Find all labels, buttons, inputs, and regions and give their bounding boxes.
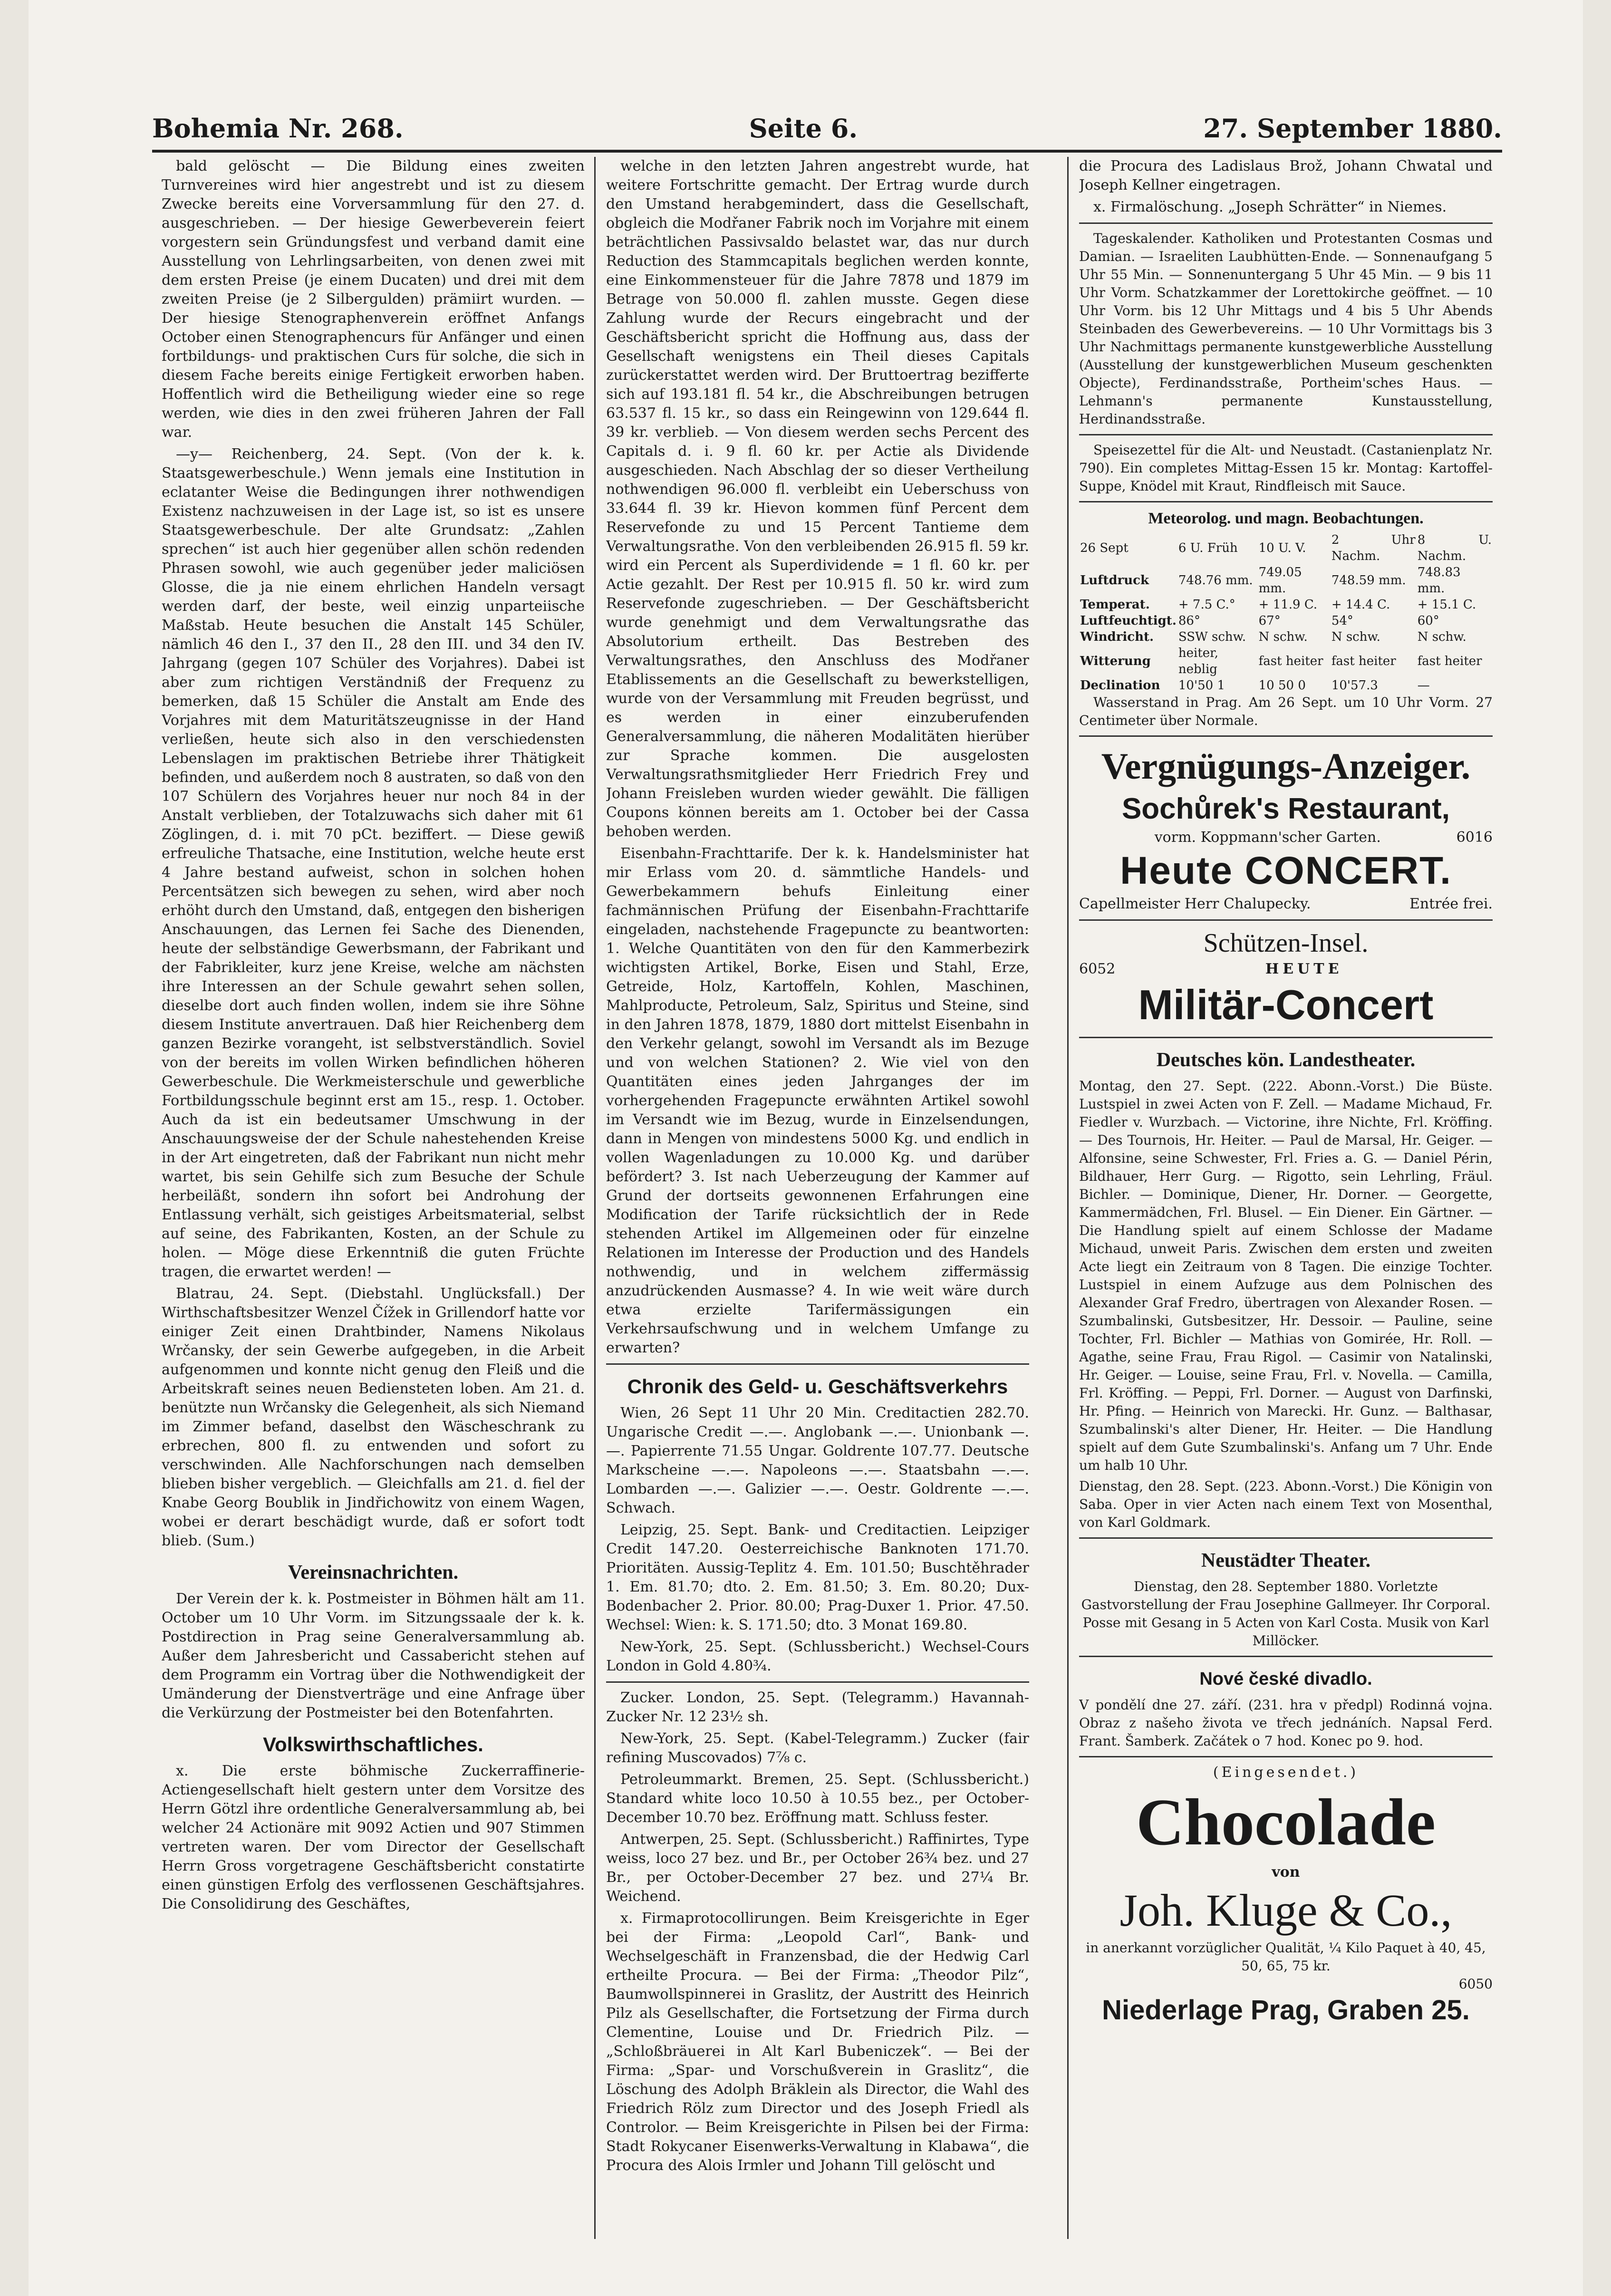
divider [1079, 1756, 1493, 1757]
ad-sochurek-garden: vorm. Koppmann'scher Garten. [1154, 829, 1381, 846]
market-report: Zucker. London, 25. Sept. (Telegramm.) Havannah-Zucker Nr. 12 23½ sh. [606, 1689, 1029, 1725]
ad-militaer-concert: Militär-Concert [1138, 981, 1434, 1028]
table-cell: + 15.1 C. [1417, 598, 1476, 612]
table-cell: 10'57.3 [1331, 678, 1378, 693]
table-cell: Declination [1080, 678, 1160, 693]
theater-title-ceske: Nové české divadlo. [1199, 1669, 1372, 1689]
table-row [1079, 564, 1493, 597]
table-cell: N schw. [1258, 630, 1308, 644]
ad-chocolade: Chocolade [1136, 1785, 1436, 1859]
column-2 [606, 157, 1029, 2239]
ad-sochurek-restaurant: Sochůrek's Restaurant, [1121, 792, 1450, 825]
table-cell: Temperat. [1080, 598, 1150, 612]
article-paragraph: —y— Reichenberg, 24. Sept. (Von der k. k. Staatsgewerbeschule.) Wenn jemals eine Institution in eclatanter Weise die Bedingungen ihrer nothwendigen Existenz nachzuweisen in der Lage ist, so ist es unsere Staatsgewerbeschule. Der alte Grundsatz: „Zahlen sprechen“ ist auch hier gegenüber allen schön redenden Phrasen sowohl, wie auch gegenüber jeder maliciösen Glosse, die ja nie einem ehrlichen Handeln versagt werden darf, der beste, weil einzig unparteiische Maßstab. Heute besuchen die Anstalt 145 Schüler, nämlich 46 den I., 37 den II., 28 den III. und 34 den IV. Jahrgang (gegen 107 Schüler des Vorjahres). Dabei ist aber zum richtigen Verständniß der Frequenz zu bemerken, daß 15 Schüler die Anstalt am Ende des Vorjahres mit dem Maturitätszeugnisse in der Hand verließen, heute sich also in den verschiedensten Lebenslagen im praktischen Betriebe ihrer Thätigkeit befinden, und außerdem noch 8 austraten, so daß von den 107 Schülern des Vorjahres heuer nur noch 84 in der Anstalt verblieben, der Totalzuwachs sich daher mit 61 Zöglingen, d. i. mit 70 pCt. beziffert. — Diese gewiß erfreuliche Thatsache, eine Institution, welche heute erst 4 Jahre bestand aufweist, schon in solchen hohen Percentsätzen sich bewegen zu sehen, wird aber noch erhöht durch den Umstand, daß, entgegen den bisherigen Anschauungen, das Lernen fei Sache des Dienenden, heute der selbständige Gewerbsmann, der Fabrikant und der Fabrikleiter, kurz jene Kreise, welche am nächsten ihre Interessen an der Schule gewahrt sehen sollen, dieselbe dort auch finden wollen, indem sie ihre Söhne diesem Institute anvertrauen. Daß hier Reichenberg dem ganzen Bezirke vorangeht, ist selbstverständlich. Soviel von der bereits im vollen Wirken befindlichen höheren Gewerbeschule. Die Werkmeisterschule und gewerbliche Fortbildungsschule beginnt erst am 15., resp. 1. October. Auch da ist ein bedeutsamer Umschwung in der Anschauungsweise der der Schule nahestehenden Kreise in der Art eingetreten, daß der Fabrikant nun nicht mehr wartet, bis sein Gehilfe sich zum Besuche der Schule herbeiläßt, sondern ihn sofort bei Androhung der Entlassung verhält, sich geistiges Arbeitsmaterial, selbst auf seine, des Fabrikanten, Kosten, an der Schule zu holen. — Möge diese Erkenntniß die guten Früchte tragen, die erwartet werden! — [162, 446, 585, 1280]
theater-title-landestheater: Deutsches kön. Landestheater. [1156, 1049, 1416, 1071]
ad-entree: Entrée frei. [1409, 896, 1493, 912]
theater-title-neustaedter: Neustädter Theater. [1201, 1550, 1371, 1572]
article-paragraph: bald gelöscht — Die Bildung eines zweiten Turnvereines wird hier angestrebt und ist zu diesem Zwecke bereits eine Vorversammlung für den 27. d. ausgeschrieben. — Der hiesige Gewerbeverein feiert vorgestern sein Gründungsfest und verband damit eine Ausstellung von Lehrlingsarbeiten, von denen zwei mit dem ersten Preise (je einem Ducaten) und drei mit dem zweiten Preise (je 2 Silbergulden) prämiirt wurden. — Der hiesige Stenographenverein eröffnet Anfangs October einen Stenographencurs für Anfänger und einen fortbildungs- und praktischen Curs für solche, die sich in diesem Fache bereits einige Fertigkeit erworben haben. Hoffentlich wird die Betheiligung wieder eine so rege werden, wie dies in den zwei früheren Jahren der Fall war. [162, 158, 585, 441]
divider [606, 1363, 1029, 1365]
newspaper-page [29, 0, 1583, 2296]
theater-programme: Dienstag, den 28. Sept. (223. Abonn.-Vorst.) Die Königin von Saba. Oper in vier Acten nach einem Text von Mosenthal, von Karl Goldmark. [1079, 1478, 1493, 1530]
table-cell: + 7.5 C.° [1178, 598, 1235, 612]
table-cell: fast heiter [1417, 654, 1482, 668]
table-cell: 748.83 mm. [1417, 565, 1461, 596]
table-row [1079, 613, 1493, 629]
divider [1079, 501, 1493, 502]
table-cell: + 14.4 C. [1331, 598, 1390, 612]
divider [1079, 222, 1493, 224]
section-title-volkswirthschaftliches: Volkswirthschaftliches. [263, 1733, 483, 1756]
table-cell: 60° [1417, 614, 1439, 628]
table-cell: 10 50 0 [1258, 678, 1306, 693]
ad-kluge-subline: in anerkannt vorzüglicher Qualität, ¼ Kilo Paquet à 40, 45, 50, 65, 75 kr. [1086, 1940, 1486, 1974]
table-row [1079, 629, 1493, 645]
table-cell: — [1417, 678, 1430, 693]
ad-number: 6052 [1079, 961, 1116, 977]
table-cell: 86° [1178, 614, 1200, 628]
article-paragraph: die Procura des Ladislaus Brož, Johann Chwatal und Joseph Kellner eingetragen. [1079, 158, 1493, 193]
column-rule-2 [1067, 157, 1069, 2239]
ad-niederlage: Niederlage Prag, Graben 25. [1102, 1995, 1470, 2026]
meteorology-table [1079, 532, 1493, 694]
ad-number: 6016 [1456, 829, 1493, 846]
section-title-chronik: Chronik des Geld- u. Geschäftsverkehrs [627, 1375, 1008, 1398]
ad-eingesendet: (Eingesendet.) [1213, 1764, 1359, 1781]
market-report: Wien, 26 Sept 11 Uhr 20 Min. Creditactien 282.70. Ungarische Credit —.—. Anglobank —.—. Unionbank —.—. Papierrente 71.55 Ungar. Goldrente 107.77. Deutsche Markscheine —.—. Napoleons —.—. Staatsbahn —.—. Lombarden —.—. Galizier —.—. Oestr. Goldrente —.—. Schwach. [606, 1405, 1029, 1516]
ad-vergnuegungs-anzeiger: Vergnügungs-Anzeiger. [1101, 745, 1471, 787]
article-paragraph: Der Verein der k. k. Postmeister in Böhmen hält am 11. October um 10 Uhr Vorm. im Sitzungssaale der k. k. Postdirection in Prag seine Generalversammlung ab. Außer dem Jahresbericht und Cassabericht stehen auf dem Programm ein Vortrag über die Nothwendigkeit der Umänderung der Dienstverträge und eine Anfrage über die Verkürzung der Postmeister bei den Botenfahrten. [162, 1591, 585, 1721]
theater-programme: Montag, den 27. Sept. (222. Abonn.-Vorst.) Die Büste. Lustspiel in zwei Acten von F. Zell. — Madame Michaud, Fr. Fiedler v. Wurzbach. — Victorine, ihre Nichte, Frl. Kröffing. — Des Tournois, Hr. Heiter. — Paul de Marsal, Hr. Geiger. — Alfonsine, seine Schwester, Frl. Fries a. G. — Daniel Périn, Bildhauer, Herr Gurg. — Rigotto, sein Lehrling, Fräul. Bichler. — Dominique, Diener, Hr. Dorner. — Georgette, Kammermädchen, Frl. Blusel. — Ein Diener. Ein Gärtner. — Die Handlung spielt auf einem Schlosse der Madame Michaud, unweit Paris. Zwischen dem ersten und zweiten Acte liegt ein Zeitraum von 8 Tagen. Die einzige Tochter. Lustspiel in einem Aufzuge aus dem Polnischen des Alexander Graf Fredro, übertragen von Alexander Rosen. — Szumbalinski, Gutsbesitzer, Hr. Dessoir. — Pauline, seine Tochter, Frl. Bichler — Mathias von Gomirée, Hr. Roll. — Agathe, seine Frau, Frau Rigol. — Casimir von Natalinski, Hr. Geiger. — Louise, seine Frau, Frl. v. Novella. — Camilla, Frl. Kröffing. — Peppi, Frl. Dorner. — August von Darfinski, Hr. Pfing. — Heinrich von Marecki. Hr. Gunz. — Balthasar, Szumbalinski's alter Diener, Hr. Heiter. — Die Handlung spielt auf dem Gute Szumbalinski's. Anfang um 7 Uhr. Ende um halb 10 Uhr. [1079, 1078, 1493, 1473]
table-cell: 748.76 mm. [1178, 573, 1253, 588]
table-cell: N schw. [1417, 630, 1466, 644]
tageskalender: Tageskalender. Katholiken und Protestanten Cosmas und Damian. — Israeliten Laubhütten-Ende. — Sonnenaufgang 5 Uhr 55 Min. — Sonnenuntergang 5 Uhr 45 Min. — 9 bis 11 Uhr Vorm. Schatzkammer der Lorettokirche geöffnet. — 10 Uhr Vorm. bis 12 Uhr Mittags und 4 bis 5 Uhr Abends Steinbaden des Gewerbevereins. — 10 Uhr Vormittags bis 3 Uhr Nachmittags permanente kunstgewerbliche Ausstellung (Ausstellung der kunstgewerblichen Museum geschenkten Objecte), Ferdinandsstraße, Portheim'sches Haus. — Lehmann's permanente Kunstausstellung, Herdinandsstraße. [1079, 231, 1493, 427]
table-cell: 8 U. Nachm. [1417, 533, 1492, 563]
table-cell: 6 U. Früh [1178, 541, 1238, 555]
market-report: Antwerpen, 25. Sept. (Schlussbericht.) Raffinirtes, Type weiss, loco 27 bez. und Br., per October 26¾ bez. und 27 Br., per October-December 27 bez. und 27¼ Br. Weichend. [606, 1831, 1029, 1905]
ad-heute-concert: Heute CONCERT. [1120, 849, 1452, 892]
market-report: x. Firmaprotocollirungen. Beim Kreisgerichte in Eger bei der Firma: „Leopold Carl“, Bank- und Wechselgeschäft in Franzensbad, die der Hedwig Carl ertheilte Procura. — Bei der Firma: „Theodor Pilz“, Baumwollspinnerei in Graslitz, der Austritt des Heinrich Pilz als Gesellschafter, die Fortsetzung der Firma durch Clementine, Louise und Dr. Friedrich Pilz. — „Schloßbräuerei in Alt Karl Bubeniczek“. — Bei der Firma: „Spar- und Vorschußverein in Graslitz“, die Löschung des Adolph Bräklein als Director, die Wahl des Friedrich Rölz zum Director und des Joseph Friedl als Controlor. — Beim Kreisgerichte in Pilsen bei der Firma: Stadt Rokycaner Eisenwerks-Verwaltung in Klabawa“, die Procura des Alois Irmler und Johann Till gelöscht und [606, 1910, 1029, 2174]
divider [1079, 434, 1493, 435]
page-header [152, 107, 1502, 153]
table-cell: Luftfeuchtigt. [1080, 614, 1177, 628]
ad-sochurek-subline [1079, 828, 1493, 847]
table-row [1079, 532, 1493, 564]
article-paragraph: x. Firmalöschung. „Joseph Schrätter“ in Niemes. [1093, 199, 1447, 215]
table-cell: 10'50 1 [1178, 678, 1225, 693]
ad-heute: HEUTE [1265, 961, 1343, 977]
table-cell: fast heiter [1331, 654, 1396, 668]
table-cell: 2 Uhr Nachm. [1331, 533, 1416, 563]
table-cell: N schw. [1331, 630, 1380, 644]
market-report: New-York, 25. Sept. (Schlussbericht.) Wechsel-Cours London in Gold 4.80¾. [606, 1639, 1029, 1674]
column-1 [162, 157, 585, 2239]
article-paragraph: x. Die erste böhmische Zuckerraffinerie-Actiengesellschaft hielt gestern unter dem Vorsitze des Herrn Götzl ihre ordentliche Generalversammlung ab, bei welcher 24 Actionäre mit 9092 Actien und 907 Stimmen vertreten waren. Der vom Director der Gesellschaft Herrn Gross vorgetragene Geschäftsbericht constatirte einen günstigen Erfolg des verflossenen Geschäftsjahres. Die Consolidirung des Geschäftes, [162, 1763, 585, 1912]
table-row [1079, 677, 1493, 694]
divider [1079, 1037, 1493, 1038]
market-report: Petroleummarkt. Bremen, 25. Sept. (Schlussbericht.) Standard white loco 10.50 à 10.55 bez., per October-December 10.70 bez. Eröffnung matt. Schluss fester. [606, 1771, 1029, 1826]
table-cell: 26 Sept [1080, 541, 1129, 555]
divider [606, 1681, 1029, 1683]
header-issue: Bohemia Nr. 268. [152, 113, 404, 144]
table-cell: 749.05 mm. [1258, 565, 1302, 596]
table-cell: fast heiter [1258, 654, 1323, 668]
column-3 [1079, 157, 1493, 2239]
wasserstand: Wasserstand in Prag. Am 26 Sept. um 10 Uhr Vorm. 27 Centimeter über Normale. [1079, 695, 1493, 728]
theater-programme: V pondělí dne 27. září. (231. hra v předpl) Rodinná vojna. Obraz z našeho života ve třech jednáních. Napsal Ferd. Frant. Šamberk. Začátek o 7 hod. Konec po 9. hod. [1079, 1697, 1493, 1749]
table-cell: 10 U. V. [1258, 541, 1306, 555]
ad-schuetzen-insel: Schützen-Insel. [1203, 928, 1369, 958]
meteorology-title: Meteorolog. und magn. Beobachtungen. [1148, 510, 1424, 527]
theater-programme: Dienstag, den 28. September 1880. Vorletzte Gastvorstellung der Frau Josephine Gallmeyer. Ihr Corporal. Posse mit Gesang in 5 Acten von Karl Costa. Musik von Karl Millöcker. [1081, 1579, 1491, 1649]
ad-capellmeister: Capellmeister Herr Chalupecky. [1079, 896, 1311, 912]
table-cell: 748.59 mm. [1331, 573, 1406, 588]
header-date: 27. September 1880. [1203, 113, 1502, 144]
divider [1079, 735, 1493, 737]
column-rule-1 [594, 157, 596, 2239]
table-row [1079, 645, 1493, 677]
section-title-vereinsnachrichten: Vereinsnachrichten. [288, 1562, 459, 1583]
header-page-number: Seite 6. [749, 113, 858, 144]
divider [1079, 1656, 1493, 1657]
market-report: New-York, 25. Sept. (Kabel-Telegramm.) Zucker (fair refining Muscovados) 7⅞ c. [606, 1730, 1029, 1766]
table-cell: heiter, neblig [1178, 646, 1218, 676]
table-cell: Luftdruck [1080, 573, 1149, 588]
table-cell: Windricht. [1080, 630, 1154, 644]
table-cell: Witterung [1080, 654, 1151, 668]
speisezettel: Speisezettel für die Alt- und Neustadt. (Castanienplatz Nr. 790). Ein completes Mittag-Essen 15 kr. Montag: Kartoffel-Suppe, Knödel mit Kraut, Rindfleisch mit Sauce. [1079, 442, 1493, 494]
table-cell: 54° [1331, 614, 1353, 628]
ad-number: 6050 [1458, 1976, 1493, 1992]
divider [1079, 919, 1493, 921]
article-paragraph: Eisenbahn-Frachttarife. Der k. k. Handelsminister hat mir Erlass vom 20. d. sämmtliche Handels- und Gewerbekammern behufs Einleitung einer fachmännischen Prüfung der Eisenbahn-Frachttarife eingeladen, nachstehende Fragepuncte zu beantworten: 1. Welche Quantitäten von den für den Kammerbezirk wichtigsten Artikel, Borke, Eisen und Stahl, Erze, Getreide, Holz, Kartoffeln, Kohlen, Maschinen, Mahlproducte, Petroleum, Salz, Spiritus und Steine, sind in den Jahren 1878, 1879, 1880 dort mittelst Eisenbahn in den Verkehr gelangt, sowohl im Versandt als im Bezuge und von welchen Stationen? 2. Wie viel von den Quantitäten eines jeden Jahrganges der im vorhergehenden Fragepuncte erwähnten Artikel sowohl im Versandt wie im Bezug, wurde in Einzelsendungen, dann in Mengen von mindestens 5000 Kg. und endlich in vollen Wagenladungen zu 10.000 Kg. und darüber befördert? 3. Ist nach Ueberzeugung der Kammer auf Grund der dortseits gewonnenen Erfahrungen eine Modification der Tarife rücksichtlich der in Rede stehenden Artikel im Allgemeinen oder für einzelne Relationen im Interesse der Production und des Handels nothwendig, und in welchem ziffermässig anzudrückenden Ausmasse? 4. In wie weit wäre durch etwa erzielte Tarifermässigungen ein Verkehrsaufschwung und in welchem Umfange zu erwarten? [606, 845, 1029, 1356]
ad-von: von [1272, 1864, 1300, 1881]
article-paragraph: Blatrau, 24. Sept. (Diebstahl. Unglücksfall.) Der Wirthschaftsbesitzer Wenzel Čížek in Grillendorf hatte vor einiger Zeit einen Drahtbinder, Namens Nikolaus Wrčansky, der sein Gewerbe aufgegeben, in die Arbeit aufgenommen und konnte nicht genug den Fleiß und die Arbeitskraft seines neuen Bediensteten loben. Am 21. d. benützte nun Wrčansky die Gelegenheit, als sich Niemand im Zimmer befand, daselbst den Wäscheschrank zu erbrechen, 800 fl. zu entwenden und sofort zu verschwinden. Alle Nachforschungen nach demselben blieben bisher vergeblich. — Gleichfalls am 21. d. fiel der Knabe Georg Boublik in Jindřichowitz von einem Wagen, wobei er derart beschädigt wurde, daß er sofort todt blieb. (Sum.) [162, 1285, 585, 1549]
ad-kluge: Joh. Kluge & Co., [1119, 1885, 1452, 1936]
ad-concert-subline [1079, 895, 1493, 914]
table-row [1079, 597, 1493, 613]
divider [1079, 1537, 1493, 1539]
market-report: Leipzig, 25. Sept. Bank- und Creditactien. Leipziger Credit 147.20. Oesterreichische Banknoten 171.70. Prioritäten. Aussig-Teplitz 4. Em. 101.50; Buschtěhrader 1. Em. 81.70; dto. 2. Em. 81.50; 3. Em. 80.20; Dux-Bodenbacher 2. Prior. 80.00; Prag-Duxer 1. Prior. 47.50. Wechsel: Wien: k. S. 171.50; dto. 3 Monat 169.80. [606, 1522, 1029, 1633]
article-paragraph: welche in den letzten Jahren angestrebt wurde, hat weitere Fortschritte gemacht. Der Ertrag wurde durch den Umstand herabgemindert, dass die Gesellschaft, obgleich die Modřaner Fabrik noch im Vorjahre mit einem beträchtlichen Passivsaldo belastet war, das nur durch Reduction des Stammcapitals beglichen werden konnte, eine Einkommensteuer für die Jahre 7878 und 1879 im Betrage von 50.000 fl. zahlen musste. Gegen diese Zahlung wurde der Recurs eingebracht und der Geschäftsbericht spricht die Hoffnung aus, dass der Gesellschaft wenigstens ein Theil dieses Capitals zurückerstattet werden wird. Der Bruttoertrag bezifferte sich auf 193.181 fl. 54 kr., die Abschreibungen betrugen 63.537 fl. 15 kr., so dass ein Reingewinn von 129.644 fl. 39 kr. verblieb. — Von diesem werden sechs Percent des Capitals d. i. 9 fl. 60 kr. per Actie als Dividende ausgeschieden. Nach Abschlag der so dieser Vertheilung nothwendigen 96.000 fl. verbleibt ein Ueberschuss von 33.644 fl. 39 kr. Hievon kommen fünf Percent dem Reservefonde zu und 15 Percent Tantieme dem Verwaltungsrathe. Von den verbleibenden 26.915 fl. 59 kr. wird ein Percent als Superdividende = 1 fl. 60 kr. per Actie gezahlt. Der Rest per 10.915 fl. 50 kr. wird zum Reservefonde zugeschrieben. — Der Geschäftsbericht wurde genehmigt und dem Verwaltungsrathe das Absolutorium ertheilt. Das Bestreben des Verwaltungsrathes, den Anschluss des Modřaner Etablissements an die Gesellschaft zu bewerkstelligen, wurde von der Versammlung mit Freuden begrüsst, und es werden in einer einzuberufenden Generalversammlung, die näheren Modalitäten hierüber zur Sprache kommen. Die ausgelosten Verwaltungsrathsmitglieder Herr Friedrich Frey und Johann Freisleben wurden wieder gewählt. Die fälligen Coupons können bereits am 1. October bei der Cassa behoben werden. [606, 158, 1029, 840]
ad-heute-line [1079, 960, 1493, 979]
table-cell: + 11.9 C. [1258, 598, 1318, 612]
table-cell: SSW schw. [1178, 630, 1246, 644]
table-cell: 67° [1258, 614, 1281, 628]
